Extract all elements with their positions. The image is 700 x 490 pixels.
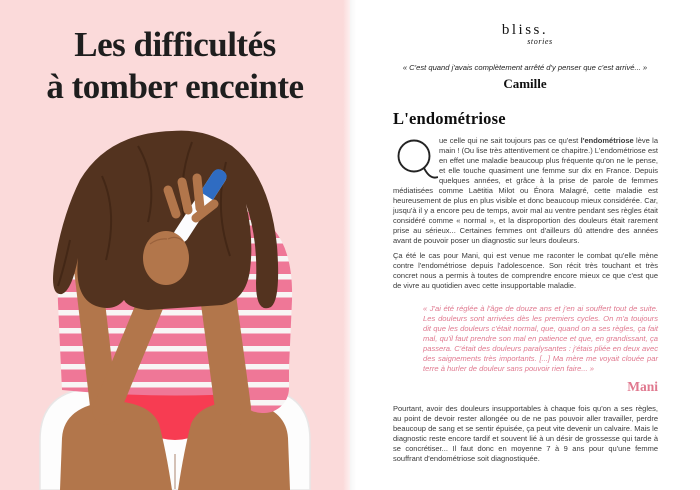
illustration-woman-pregnancy-test (0, 118, 350, 490)
pull-quote-author: Mani (627, 379, 658, 394)
logo-bliss: bliss. (501, 22, 549, 38)
page-title-line1: Les difficultés (74, 25, 276, 64)
brand-logo (350, 22, 700, 46)
logo-stories: stories (527, 37, 553, 46)
epigraph-quote: « C'est quand j'avais complètement arrêté d'y penser que c'est arrivé... » (402, 63, 648, 72)
paragraph-1 (393, 136, 658, 246)
paragraph-1-bold-term: l'endométriose (580, 136, 634, 145)
article (393, 109, 658, 464)
pull-quote: « J'ai été réglée à l'âge de douze ans et j'en ai souffert tout de suite. Les douleurs sont arrivées dès les premiers cycles. On m'a toujours dit que les douleurs c'était normal, que, quand on a ses règles, ça fait mal, qu'il faut prendre son mal en patience et que, en grandissant, ça passera. C'était des douleurs paralysantes : j'étais pliée en deux avec des saignements très importants. [...] Ma mère me voyait clouée par terre à hurler de douleur sans pouvoir rien faire... » (423, 304, 658, 373)
drop-cap-q (393, 138, 438, 182)
article-heading: L'endométriose (393, 109, 506, 128)
paragraph-3: Pourtant, avoir des douleurs insupportables à chaque fois qu'on a ses règles, au point de devoir rester allongée ou de ne pas pouvoir aller travailler, perdre beaucoup de sang et se sentir épuisée, ça peut vite devenir un calvaire. Mais le diagnostic reste encore tardif et souvent lié à un désir de grossesse qui tarde à se concrétiser... Il faut donc en moyenne 7 à 9 ans pour qu'une femme souffrant d'endométriose soit diagnostiquée. (393, 404, 658, 463)
right-page (350, 0, 700, 490)
page-gutter-shadow (350, 0, 356, 490)
paragraph-2: Ça été le cas pour Mani, qui est venue me raconter le combat qu'elle mène contre l'endométriose depuis l'adolescence. Son récit très touchant et très concret nous a permis à toutes de comprendre encore mieux ce que c'est que de vivre au quotidien avec cette insupportable maladie. (393, 251, 658, 290)
page-title (0, 24, 350, 108)
epigraph-author: Camille (503, 76, 547, 91)
paragraph-1-post: lève la main ! (Ou lise très attentivement ce chapitre.) L'endométriose est en effet une maladie beaucoup plus fréquente qu'on ne le pense, et elle touche quasiment une femme sur dix en France. Depuis quelques années, et grâce à la prise de parole de femmes médiatisées comme Laëtitia Milot ou Énora Malagré, cette maladie est heureusement de plus en plus visible et donc beaucoup mieux considérée. Car, jusqu'à il y a encore peu de temps, avoir mal au ventre pendant ses règles était considéré comme « normal », et la disproportion des douleurs était rarement prise au sérieux... Certaines femmes ont d'ailleurs dû attendre des années avant de pouvoir poser un diagnostic sur leurs douleurs. (393, 136, 658, 245)
page-title-line2: à tomber enceinte (46, 67, 304, 106)
paragraph-1-pre: ue celle qui ne sait toujours pas ce qu'est (439, 136, 581, 145)
